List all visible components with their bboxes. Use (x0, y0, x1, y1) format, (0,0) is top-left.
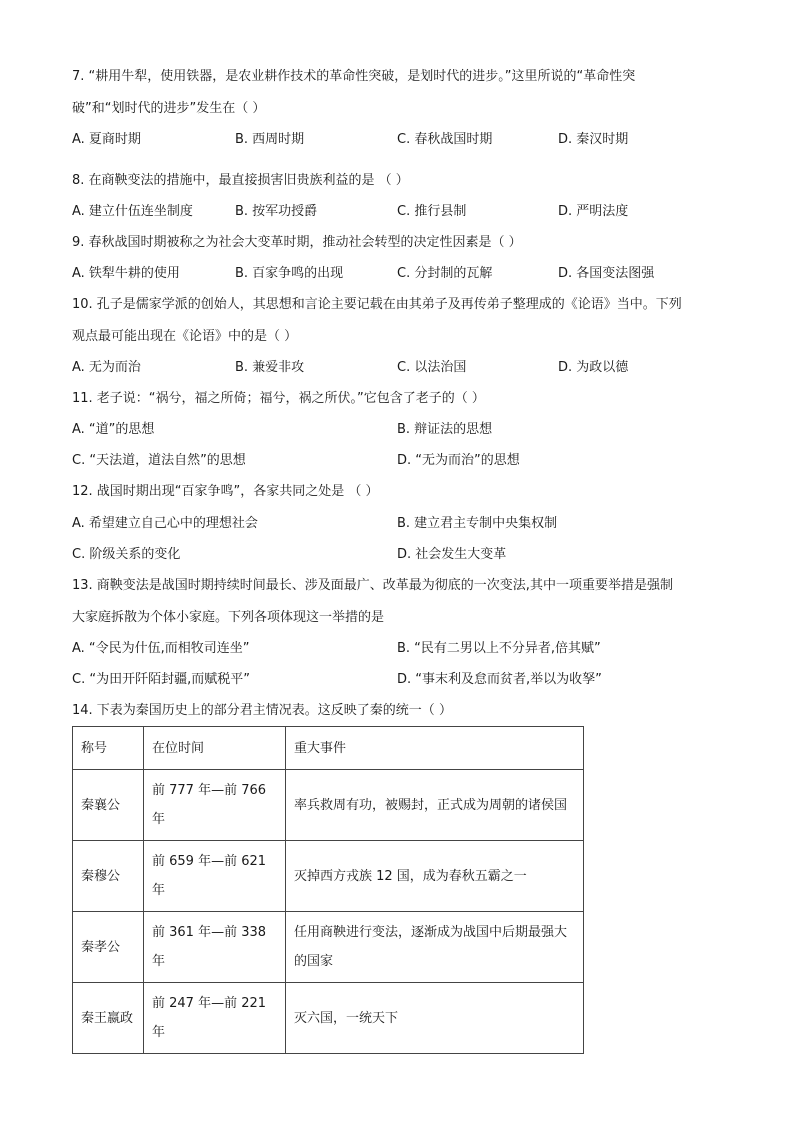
q7-option-c: C. 春秋战国时期 (397, 132, 493, 147)
q11-stem: 11. 老子说：“祸兮，福之所倚；福兮，祸之所伏。”它包含了老子的（ ） (72, 391, 485, 406)
table-cell: 前 777 年—前 766 年 (144, 770, 286, 841)
q13-stem-line1: 13. 商鞅变法是战国时期持续时间最长、涉及面最广、改革最为彻底的一次变法,其中一项重要举措是强制 (72, 578, 673, 593)
table-cell: 前 361 年—前 338 年 (144, 912, 286, 983)
table-cell: 前 659 年—前 621 年 (144, 841, 286, 912)
q9-stem: 9. 春秋战国时期被称之为社会大变革时期，推动社会转型的决定性因素是（ ） (72, 235, 522, 250)
q9-option-a: A. 铁犁牛耕的使用 (72, 266, 180, 281)
q11-option-d: D. “无为而治”的思想 (397, 453, 520, 468)
q10-option-d: D. 为政以德 (558, 360, 629, 375)
q8-option-b: B. 按军功授爵 (235, 204, 318, 219)
q10-stem-line1: 10. 孔子是儒家学派的创始人，其思想和言论主要记载在由其弟子及再传弟子整理成的《论语》当中。下列 (72, 297, 682, 312)
q12-stem: 12. 战国时期出现“百家争鸣”，各家共同之处是 （ ） (72, 484, 379, 499)
q10-option-a: A. 无为而治 (72, 360, 141, 375)
q13-option-c: C. “为田开阡陌封疆,而赋税平” (72, 672, 250, 687)
q11-option-b: B. 辩证法的思想 (397, 422, 493, 437)
q11-option-c: C. “天法道，道法自然”的思想 (72, 453, 246, 468)
table-cell: 秦襄公 (73, 770, 144, 841)
table-header-title: 称号 (73, 727, 144, 770)
table-header-events: 重大事件 (286, 727, 584, 770)
table-cell: 率兵救周有功，被赐封，正式成为周朝的诸侯国 (286, 770, 584, 841)
q8-stem: 8. 在商鞅变法的措施中，最直接损害旧贵族利益的是 （ ） (72, 173, 409, 188)
table-cell: 秦王嬴政 (73, 983, 144, 1054)
table-row (73, 770, 584, 841)
q9-option-d: D. 各国变法图强 (558, 266, 655, 281)
q12-option-b: B. 建立君主专制中央集权制 (397, 516, 558, 531)
table-cell: 秦孝公 (73, 912, 144, 983)
table-cell: 灭六国，一统天下 (286, 983, 584, 1054)
q13-option-a: A. “令民为什伍,而相牧司连坐” (72, 641, 250, 656)
q14-stem: 14. 下表为秦国历史上的部分君主情况表。这反映了秦的统一（ ） (72, 703, 452, 718)
q9-option-c: C. 分封制的瓦解 (397, 266, 493, 281)
table-cell: 前 247 年—前 221 年 (144, 983, 286, 1054)
q10-option-b: B. 兼爱非攻 (235, 360, 305, 375)
table-cell: 秦穆公 (73, 841, 144, 912)
q7-option-d: D. 秦汉时期 (558, 132, 629, 147)
q8-option-c: C. 推行县制 (397, 204, 467, 219)
q8-option-a: A. 建立什伍连坐制度 (72, 204, 193, 219)
q9-option-b: B. 百家争鸣的出现 (235, 266, 344, 281)
q13-option-d: D. “事末利及怠而贫者,举以为收孥” (397, 672, 602, 687)
table-row (73, 983, 584, 1054)
q7-option-a: A. 夏商时期 (72, 132, 141, 147)
q11-option-a: A. “道”的思想 (72, 422, 155, 437)
q7-option-b: B. 西周时期 (235, 132, 305, 147)
table-row (73, 841, 584, 912)
q7-stem-line2: 破”和“划时代的进步”发生在（ ） (72, 101, 266, 116)
q12-option-a: A. 希望建立自己心中的理想社会 (72, 516, 258, 531)
table-cell: 灭掉西方戎族 12 国，成为春秋五霸之一 (286, 841, 584, 912)
qin-rulers-table (72, 726, 584, 1054)
q7-stem-line1: 7. “耕用牛犁，使用铁器，是农业耕作技术的革命性突破，是划时代的进步。”这里所说的“革命性突 (72, 69, 636, 84)
q12-option-d: D. 社会发生大变革 (397, 547, 507, 562)
q10-option-c: C. 以法治国 (397, 360, 467, 375)
table-cell: 任用商鞅进行变法，逐渐成为战国中后期最强大的国家 (286, 912, 584, 983)
q12-option-c: C. 阶级关系的变化 (72, 547, 181, 562)
table-header-row (73, 727, 584, 770)
q13-stem-line2: 大家庭拆散为个体小家庭。下列各项体现这一举措的是 (72, 610, 385, 625)
table-header-reign: 在位时间 (144, 727, 286, 770)
q8-option-d: D. 严明法度 (558, 204, 629, 219)
table-row (73, 912, 584, 983)
q10-stem-line2: 观点最可能出现在《论语》中的是（ ） (72, 329, 298, 344)
q13-option-b: B. “民有二男以上不分异者,倍其赋” (397, 641, 601, 656)
